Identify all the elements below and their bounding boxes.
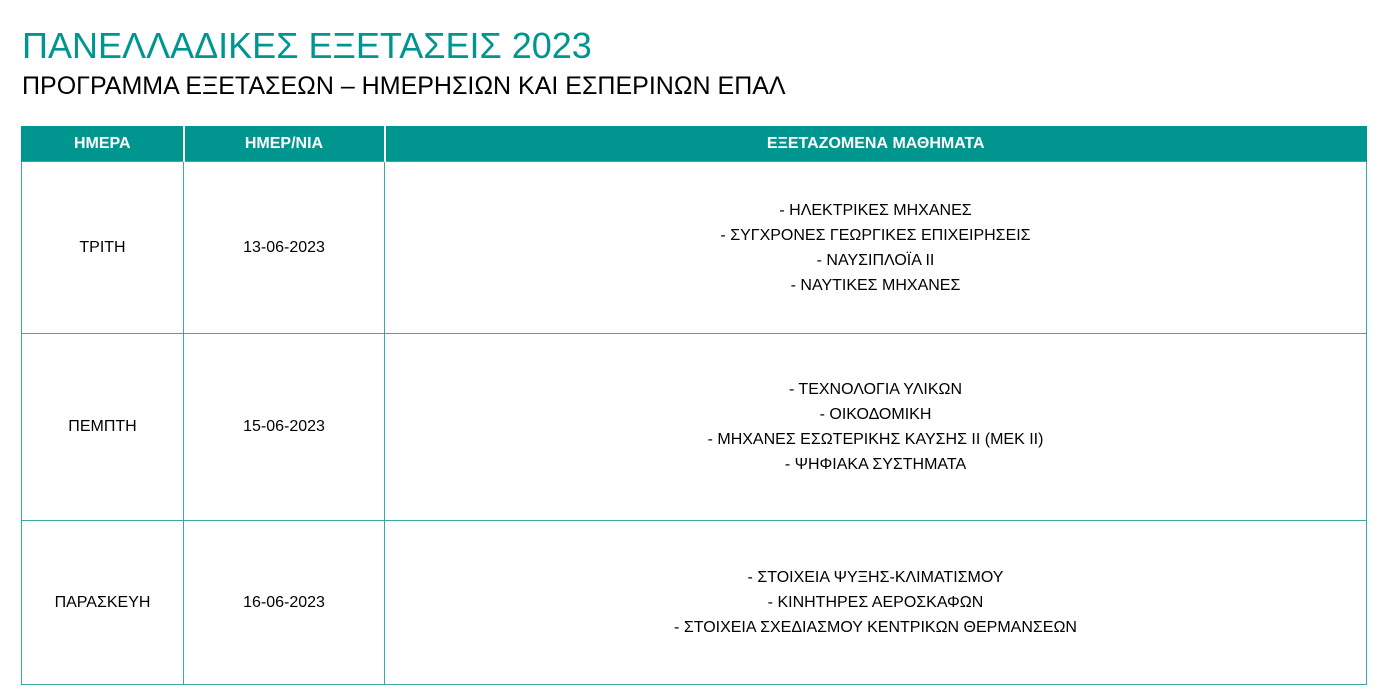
cell-date: 16-06-2023	[184, 521, 385, 685]
header-day: ΗΜΕΡΑ	[22, 126, 184, 162]
table-row	[22, 521, 1367, 685]
table-header-row	[22, 126, 1367, 162]
table-row	[22, 334, 1367, 521]
cell-subjects	[385, 521, 1367, 685]
cell-day: ΠΑΡΑΣΚΕΥΗ	[22, 521, 184, 685]
subject-item: - ΣΥΓΧΡΟΝΕΣ ΓΕΩΡΓΙΚΕΣ ΕΠΙΧΕΙΡΗΣΕΙΣ	[385, 227, 1366, 244]
header-date: ΗΜΕΡ/ΝΙΑ	[184, 126, 385, 162]
subject-list	[385, 381, 1366, 473]
subject-list	[385, 202, 1366, 294]
exam-schedule-table	[21, 126, 1367, 685]
subject-item: - ΤΕΧΝΟΛΟΓΙΑ ΥΛΙΚΩΝ	[385, 381, 1366, 398]
document-title: ΠΑΝΕΛΛΑΔΙΚΕΣ ΕΞΕΤΑΣΕΙΣ 2023	[22, 25, 592, 66]
subject-item: - ΨΗΦΙΑΚΑ ΣΥΣΤΗΜΑΤΑ	[385, 456, 1366, 473]
subject-item: - ΣΤΟΙΧΕΙΑ ΣΧΕΔΙΑΣΜΟΥ ΚΕΝΤΡΙΚΩΝ ΘΕΡΜΑΝΣΕΩΝ	[385, 619, 1366, 636]
subject-list	[385, 569, 1366, 636]
cell-subjects	[385, 162, 1367, 334]
subject-item: - ΣΤΟΙΧΕΙΑ ΨΥΞΗΣ-ΚΛΙΜΑΤΙΣΜΟΥ	[385, 569, 1366, 586]
subject-item: - ΜΗΧΑΝΕΣ ΕΣΩΤΕΡΙΚΗΣ ΚΑΥΣΗΣ ΙΙ (ΜΕΚ ΙΙ)	[385, 431, 1366, 448]
subject-item: - ΗΛΕΚΤΡΙΚΕΣ ΜΗΧΑΝΕΣ	[385, 202, 1366, 219]
subject-item: - ΝΑΥΤΙΚΕΣ ΜΗΧΑΝΕΣ	[385, 277, 1366, 294]
header-subjects: ΕΞΕΤΑΖΟΜΕΝΑ ΜΑΘΗΜΑΤΑ	[385, 126, 1367, 162]
document-subtitle: ΠΡΟΓΡΑΜΜΑ ΕΞΕΤΑΣΕΩΝ – ΗΜΕΡΗΣΙΩΝ ΚΑΙ ΕΣΠΕΡΙΝΩΝ ΕΠΑΛ	[22, 72, 786, 100]
cell-day: ΤΡΙΤΗ	[22, 162, 184, 334]
subject-item: - ΟΙΚΟΔΟΜΙΚΗ	[385, 406, 1366, 423]
subject-item: - ΝΑΥΣΙΠΛΟΪΑ ΙΙ	[385, 252, 1366, 269]
cell-date: 15-06-2023	[184, 334, 385, 521]
cell-date: 13-06-2023	[184, 162, 385, 334]
cell-subjects	[385, 334, 1367, 521]
subject-item: - ΚΙΝΗΤΗΡΕΣ ΑΕΡΟΣΚΑΦΩΝ	[385, 594, 1366, 611]
table-row	[22, 162, 1367, 334]
cell-day: ΠΕΜΠΤΗ	[22, 334, 184, 521]
